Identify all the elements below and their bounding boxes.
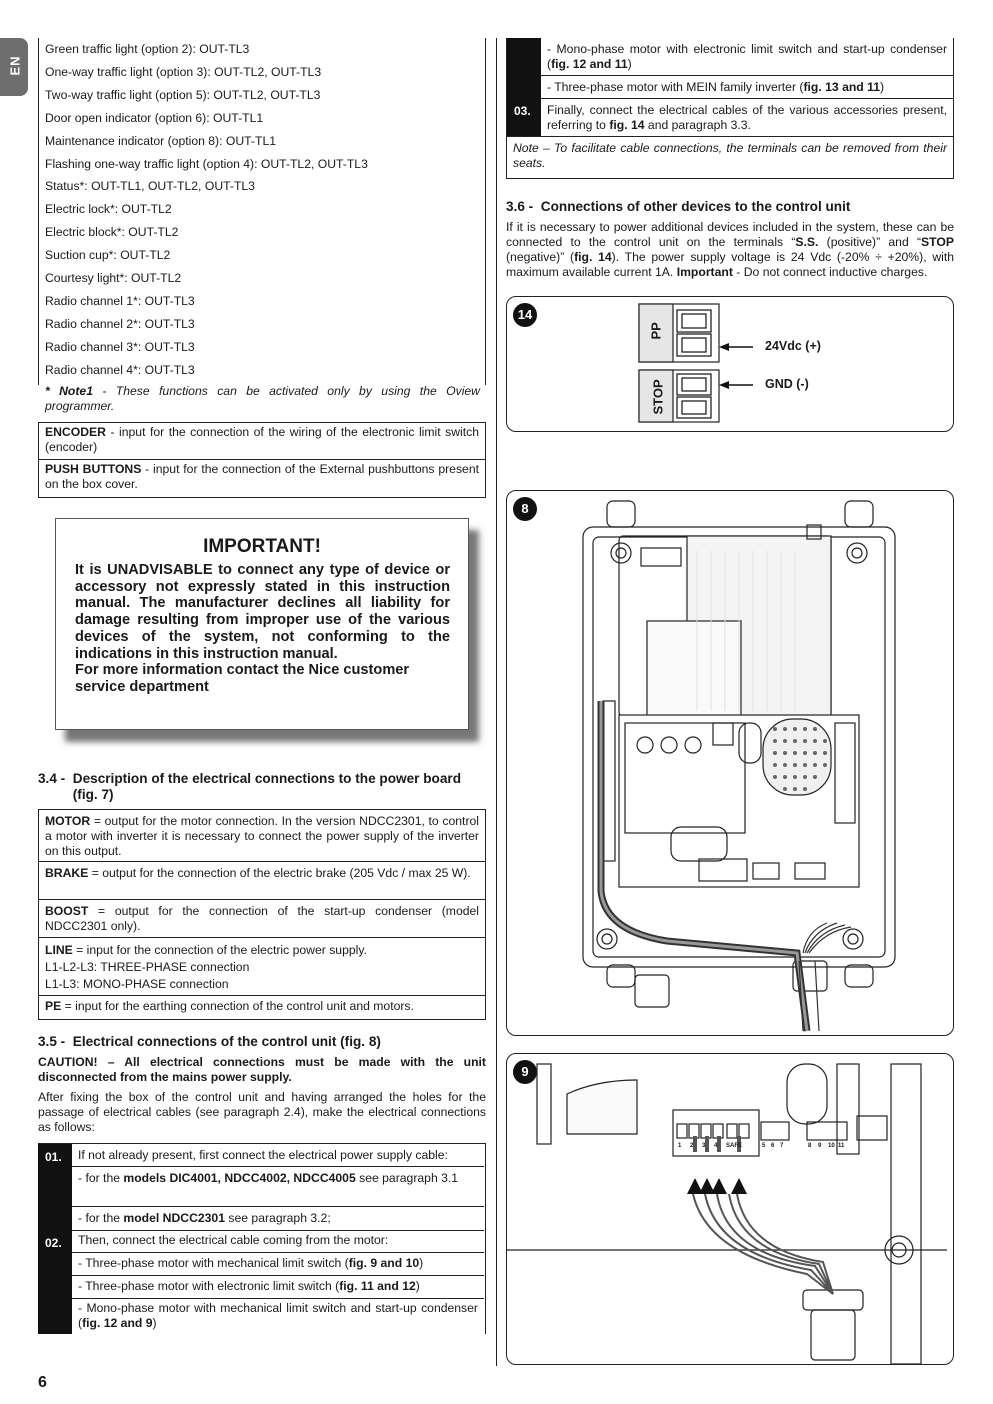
output-list-item: Green traffic light (option 2): OUT-TL3 xyxy=(45,42,250,56)
note1: * Note1 - These functions can be activated only by using the Oview programmer. xyxy=(45,384,480,413)
step-01-number: 01. xyxy=(38,1144,72,1230)
step-03-number: 03. xyxy=(507,98,541,136)
output-list-item: Courtesy light*: OUT-TL2 xyxy=(45,271,182,285)
output-list-item: Door open indicator (option 6): OUT-TL1 xyxy=(45,110,264,125)
output-list-item: One-way traffic light (option 3): OUT-TL2, OUT-TL3 xyxy=(45,64,322,79)
caution-text: CAUTION! – All electrical connections must be made with the unit disconnected from the mains power supply. xyxy=(38,1055,486,1084)
terminal-label: 7 xyxy=(780,1143,784,1149)
terminal-label: 2 xyxy=(690,1143,694,1149)
important-title: IMPORTANT! xyxy=(203,536,321,557)
output-list-item: Radio channel 2*: OUT-TL3 xyxy=(45,316,195,331)
section-3-6-heading: 3.6 - Connections of other devices to the control unit xyxy=(506,199,851,214)
terminal-label: 9 xyxy=(818,1143,822,1149)
output-list-item: Two-way traffic light (option 5): OUT-TL2, OUT-TL3 xyxy=(45,87,321,102)
motor-row: MOTOR = output for the motor connection. In the version NDCC2301, to control a motor with inverter it is necessary to connect the power supply of the inverter on this output. xyxy=(39,810,485,862)
step-02-continued-bar xyxy=(507,38,541,98)
pe-row: PE = input for the earthing connection of the control unit and motors. xyxy=(45,999,414,1013)
important-notice xyxy=(55,518,469,730)
motor-wiring-illustration xyxy=(507,1054,955,1366)
language-tab: EN xyxy=(0,38,28,96)
section-3-4-heading: 3.4 - Description of the electrical connections to the power board (fig. 7) xyxy=(38,771,462,802)
output-list-item: Electric block*: OUT-TL2 xyxy=(45,225,179,240)
plus-24vdc-label: 24Vdc (+) xyxy=(765,339,821,353)
output-list-item: Electric lock*: OUT-TL2 xyxy=(45,202,172,217)
figure-8-badge: 8 xyxy=(513,497,537,521)
steps-table-continued xyxy=(506,38,954,179)
control-unit-illustration xyxy=(507,491,955,1037)
section-3-6-text: If it is necessary to power additional devices included in the system, these can be connected to the control unit on the terminals “S.S. (positive)” and “STOP (negative)” (fig. 14). The power supply voltage is 24 Vdc (-20% ÷ +20%), with maximum available current 1A. Important - Do not connect inductive charges. xyxy=(506,220,955,279)
terminal-label: 11 xyxy=(838,1143,845,1149)
figure-9-badge: 9 xyxy=(513,1060,537,1084)
line-row: LINE = input for the connection of the electric power supply. L1-L2-L3: THREE-PHASE connection L1-L3: MONO-PHASE connection xyxy=(39,938,485,996)
pp-label: PP xyxy=(648,322,664,340)
step-02-text: Then, connect the electrical cable coming from the motor: xyxy=(78,1233,389,1247)
step-03-text: Finally, connect the electrical cables of the various accessories present, referring to fig. 14 and paragraph 3.3. xyxy=(547,103,947,132)
figure-8 xyxy=(506,490,954,1036)
boost-row: BOOST = output for the connection of the start-up condenser (model NDCC2301 only). xyxy=(39,900,485,938)
step-02-item-2: - Three-phase motor with electronic limit switch (fig. 11 and 12) xyxy=(78,1279,420,1293)
output-list-item: Radio channel 3*: OUT-TL3 xyxy=(45,339,195,354)
important-body: It is UNADVISABLE to connect any type of device or accessory not expressly stated in this instruction manual. The manufacturer declines all liability for damage resulting from improper use of the various devices of the system, not conforming to the indications in this instruction manual. xyxy=(75,562,450,662)
output-list-item: Radio channel 4*: OUT-TL3 xyxy=(45,362,195,377)
figure-14-badge: 14 xyxy=(513,303,537,327)
terminal-label: SAFE xyxy=(726,1143,743,1149)
step-02-item-5: - Three-phase motor with MEIN family inverter (fig. 13 and 11) xyxy=(547,80,885,94)
output-list-item: Suction cup*: OUT-TL2 xyxy=(45,248,171,263)
section-3-5-heading: 3.5 - Electrical connections of the control unit (fig. 8) xyxy=(38,1034,381,1049)
power-board-table xyxy=(38,809,486,1020)
step-01-text: If not already present, first connect the electrical power supply cable: xyxy=(78,1148,448,1162)
column-divider xyxy=(496,38,497,1366)
terminal-label: 5 xyxy=(762,1143,766,1149)
terminal-diagram xyxy=(507,297,955,433)
output-list-item: Radio channel 1*: OUT-TL3 xyxy=(45,293,195,308)
output-list-item: Status*: OUT-TL1, OUT-TL2, OUT-TL3 xyxy=(45,179,255,194)
steps-table xyxy=(38,1143,486,1334)
step-01-item-a: - for the models DIC4001, NDCC4002, NDCC4005 see paragraph 3.1 xyxy=(78,1171,459,1185)
step-02-number: 02. xyxy=(38,1230,72,1334)
output-list-item: Maintenance indicator (option 8): OUT-TL1 xyxy=(45,133,276,148)
terminal-label: 8 xyxy=(808,1143,812,1149)
step-02-item-4: - Mono-phase motor with electronic limit switch and start-up condenser (fig. 12 and 11) xyxy=(547,42,947,71)
figure-9 xyxy=(506,1053,954,1365)
terminal-label: 6 xyxy=(771,1143,775,1149)
important-contact: For more information contact the Nice customer service department xyxy=(75,662,410,695)
stop-label: STOP xyxy=(650,379,666,415)
terminal-label: 1 xyxy=(678,1143,682,1149)
gnd-label: GND (-) xyxy=(765,377,809,391)
intro-text: After fixing the box of the control unit and having arranged the holes for the passage of electrical cables (see paragraph 2.4), make the electrical connections as follows: xyxy=(38,1090,486,1134)
terminals-note: Note – To facilitate cable connections, the terminals can be removed from their seats. xyxy=(513,141,947,170)
terminal-label: 4 xyxy=(714,1143,718,1149)
step-02-item-1: - Three-phase motor with mechanical limit switch (fig. 9 and 10) xyxy=(78,1256,424,1270)
brake-row: BRAKE = output for the connection of the electric brake (205 Vdc / max 25 W). xyxy=(39,862,485,900)
step-01-item-b: - for the model NDCC2301 see paragraph 3.2; xyxy=(78,1211,331,1225)
terminal-label: 3 xyxy=(702,1143,706,1149)
io-table xyxy=(38,422,486,498)
page-number: 6 xyxy=(38,1374,47,1391)
terminal-label: 10 xyxy=(828,1143,835,1149)
encoder-row: ENCODER - input for the connection of the wiring of the electronic limit switch (encoder) xyxy=(39,423,485,460)
output-list-item: Flashing one-way traffic light (option 4): OUT-TL2, OUT-TL3 xyxy=(45,156,368,171)
step-02-item-3: - Mono-phase motor with mechanical limit switch and start-up condenser (fig. 12 and 9) xyxy=(78,1301,478,1330)
figure-14 xyxy=(506,296,954,432)
push-buttons-row: PUSH BUTTONS - input for the connection of the External pushbuttons present on the box cover. xyxy=(45,462,479,491)
